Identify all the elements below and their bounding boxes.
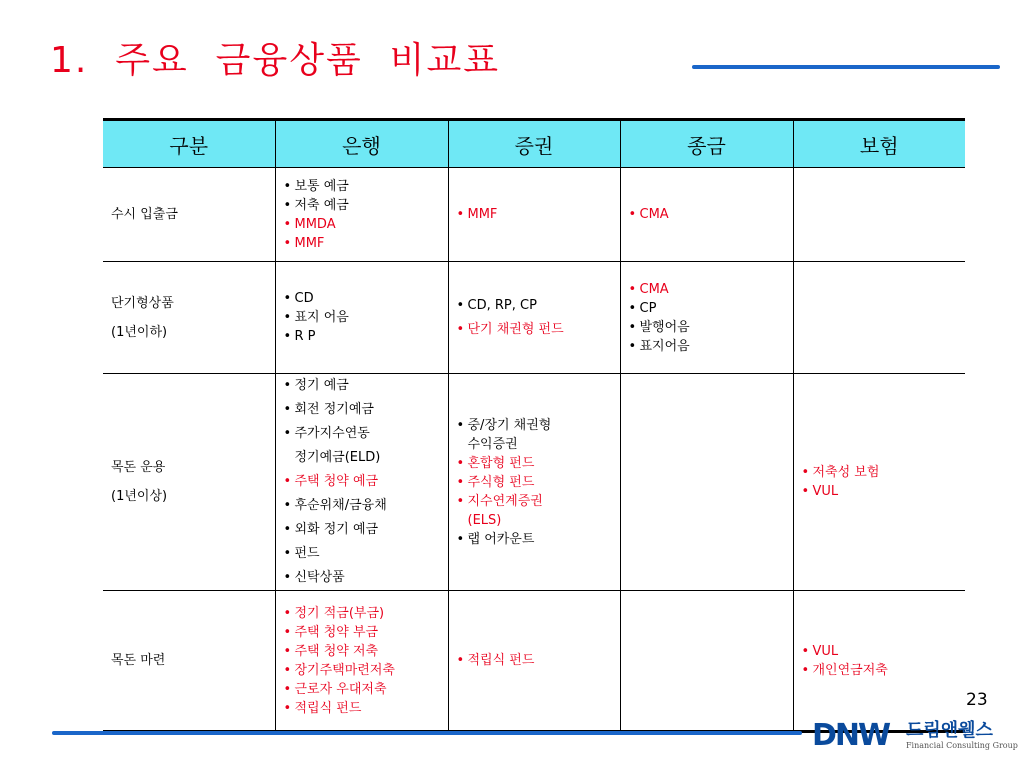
product-item: • CMA xyxy=(629,280,785,299)
cell-securities xyxy=(448,168,620,262)
header-bank: 은행 xyxy=(275,120,448,168)
product-list xyxy=(457,416,612,549)
product-item: • 주택 청약 저축 xyxy=(284,642,440,661)
product-item: • VUL xyxy=(802,642,958,661)
product-item: • 적립식 펀드 xyxy=(284,699,440,718)
product-item: • MMDA xyxy=(284,215,440,234)
row-category-label: 목돈 운용 xyxy=(111,460,166,475)
product-item: • 근로자 우대저축 xyxy=(284,680,440,699)
product-item: • 표지어음 xyxy=(629,337,785,356)
header-securities: 증권 xyxy=(448,120,620,168)
cell-insurance xyxy=(793,591,965,732)
company-logo xyxy=(812,716,1018,756)
row-category-cell xyxy=(103,374,275,591)
title-underline xyxy=(692,65,1000,69)
row-category-label: 단기형상품 xyxy=(111,295,174,311)
product-item: • 회전 정기예금 xyxy=(284,398,440,422)
product-item: • 개인연금저축 xyxy=(802,661,958,680)
product-list xyxy=(629,205,785,224)
slide-title: 1. 주요 금융상품 비교표 xyxy=(50,40,500,81)
product-item: • VUL xyxy=(802,482,958,501)
product-item: • 주택 청약 예금 xyxy=(284,470,440,494)
product-item: • 정기 예금 xyxy=(284,374,440,398)
product-list xyxy=(284,289,440,346)
cell-merchant-bank xyxy=(620,591,793,732)
product-item: • 중/장기 채권형 수익증권 xyxy=(457,416,612,454)
comparison-table xyxy=(103,118,965,733)
cell-bank xyxy=(275,262,448,374)
logo-mark: DNW xyxy=(812,718,890,753)
product-item: • 펀드 xyxy=(284,542,440,566)
product-item: • 정기 적금(부금) xyxy=(284,604,440,623)
product-item: • CMA xyxy=(629,205,785,224)
product-item: • 저축 예금 xyxy=(284,196,440,215)
row-category-label: (1년이하) xyxy=(111,324,168,340)
product-item: • 혼합형 펀드 xyxy=(457,454,612,473)
table-row xyxy=(103,591,965,732)
cell-insurance xyxy=(793,374,965,591)
cell-insurance xyxy=(793,168,965,262)
logo-name-english: Financial Consulting Group xyxy=(906,741,1018,750)
product-list xyxy=(284,177,440,253)
row-category-label: 수시 입출금 xyxy=(111,207,178,222)
product-item: • 발행어음 xyxy=(629,318,785,337)
cell-insurance xyxy=(793,262,965,374)
product-item: • 신탁상품 xyxy=(284,566,440,590)
product-item: • 적립식 펀드 xyxy=(457,651,612,670)
row-category-label: (1년이상) xyxy=(111,489,168,504)
product-item: • 주가지수연동 정기예금(ELD) xyxy=(284,422,440,470)
cell-bank xyxy=(275,374,448,591)
product-item: • CD xyxy=(284,289,440,308)
cell-merchant-bank xyxy=(620,168,793,262)
cell-merchant-bank xyxy=(620,374,793,591)
product-item: • 장기주택마련저축 xyxy=(284,661,440,680)
logo-name-korean: 드림앤웰스 xyxy=(906,720,993,741)
product-list xyxy=(457,205,612,224)
cell-bank xyxy=(275,168,448,262)
product-item: • 주식형 펀드 xyxy=(457,473,612,492)
header-merchant-bank: 종금 xyxy=(620,120,793,168)
row-category-cell xyxy=(103,591,275,732)
product-item: • 표지 어음 xyxy=(284,308,440,327)
product-item: • CP xyxy=(629,299,785,318)
product-item: • 보통 예금 xyxy=(284,177,440,196)
row-category-label: 목돈 마련 xyxy=(111,653,166,668)
product-item: • 저축성 보험 xyxy=(802,463,958,482)
row-category-cell xyxy=(103,168,275,262)
row-category-cell xyxy=(103,262,275,374)
product-item: • 지수연계증권 (ELS) xyxy=(457,492,612,530)
page-number: 23 xyxy=(966,690,988,710)
product-item: • MMF xyxy=(284,234,440,253)
product-list xyxy=(284,374,440,590)
cell-bank xyxy=(275,591,448,732)
table-body xyxy=(103,168,965,732)
product-item: • 단기 채권형 펀드 xyxy=(457,318,612,342)
header-category: 구분 xyxy=(103,120,275,168)
product-list xyxy=(802,463,958,501)
product-list xyxy=(457,651,612,670)
product-item: • R P xyxy=(284,327,440,346)
product-item: • 외화 정기 예금 xyxy=(284,518,440,542)
header-insurance: 보험 xyxy=(793,120,965,168)
cell-securities xyxy=(448,591,620,732)
cell-securities xyxy=(448,262,620,374)
product-item: • CD, RP, CP xyxy=(457,294,612,318)
product-item: • 후순위채/금융채 xyxy=(284,494,440,518)
product-item: • 랩 어카운트 xyxy=(457,530,612,549)
product-list xyxy=(457,294,612,342)
footer-rule xyxy=(52,731,802,735)
product-item: • 주택 청약 부금 xyxy=(284,623,440,642)
table-row xyxy=(103,168,965,262)
cell-merchant-bank xyxy=(620,262,793,374)
product-list xyxy=(629,280,785,356)
product-list xyxy=(802,642,958,680)
product-item: • MMF xyxy=(457,205,612,224)
table-row xyxy=(103,262,965,374)
cell-securities xyxy=(448,374,620,591)
table-header-row xyxy=(103,120,965,168)
table-row xyxy=(103,374,965,591)
product-list xyxy=(284,604,440,718)
